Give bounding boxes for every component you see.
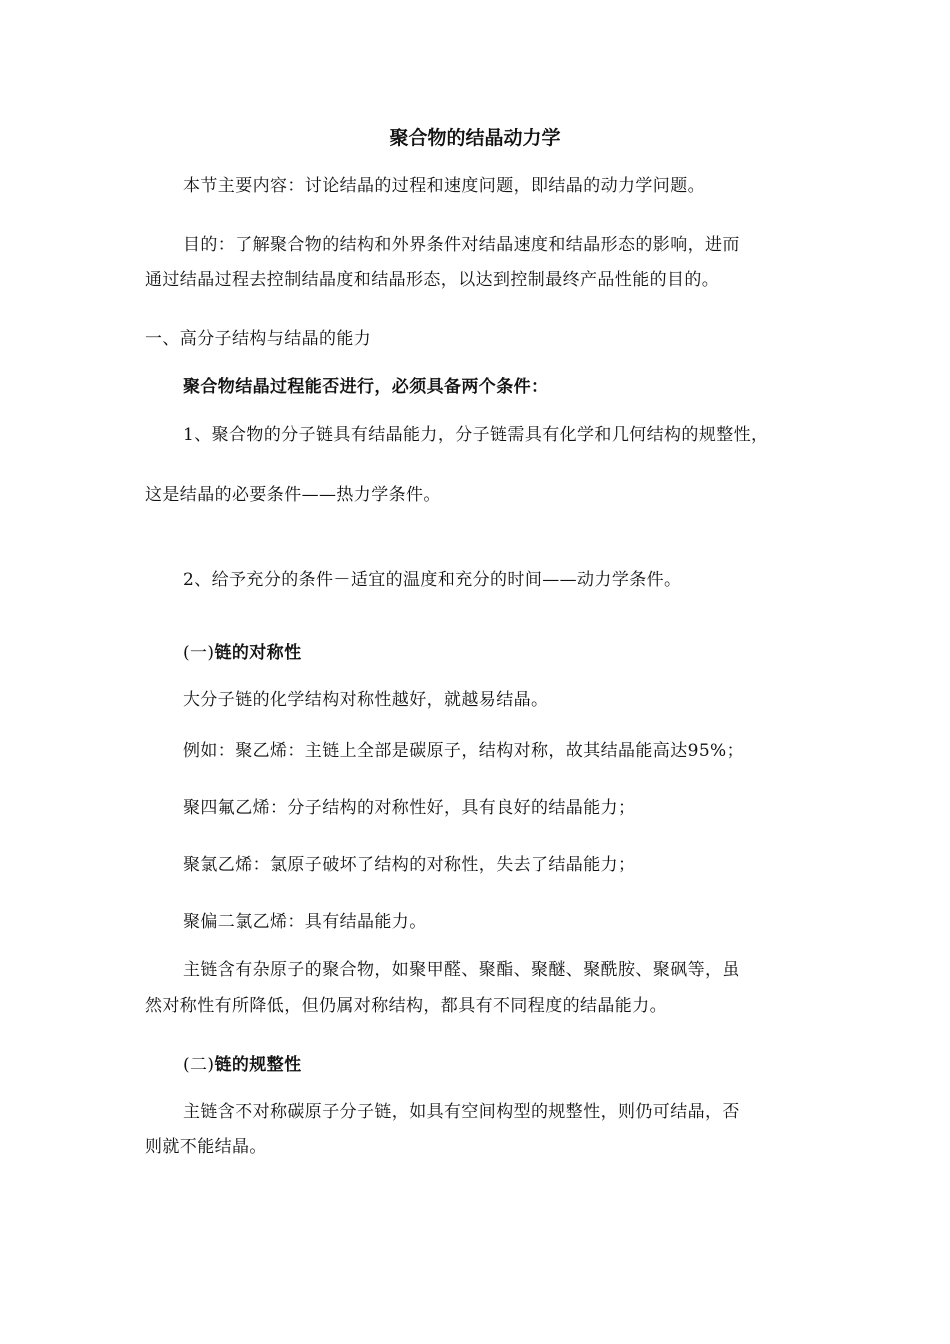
condition-1-line-1: 1、聚合物的分子链具有结晶能力，分子链需具有化学和几何结构的规整性， bbox=[183, 425, 769, 445]
document-title: 聚合物的结晶动力学 bbox=[389, 127, 561, 149]
example-polyethylene: 例如：聚乙烯：主链上全部是碳原子，结构对称，故其结晶能高达95%； bbox=[183, 741, 744, 761]
heteroatom-line-1: 主链含有杂原子的聚合物，如聚甲醛、聚酯、聚醚、聚酰胺、聚砜等，虽 bbox=[183, 960, 740, 980]
subsection-1-prefix: (一) bbox=[183, 643, 215, 663]
heteroatom-line-2: 然对称性有所降低，但仍属对称结构，都具有不同程度的结晶能力。 bbox=[145, 996, 667, 1016]
subsection-1-label: 链的对称性 bbox=[214, 643, 302, 663]
purpose-line-2: 通过结晶过程去控制结晶度和结晶形态，以达到控制最终产品性能的目的。 bbox=[145, 270, 720, 290]
example-pvdc: 聚偏二氯乙烯：具有结晶能力。 bbox=[183, 912, 427, 932]
example-ptfe: 聚四氟乙烯：分子结构的对称性好，具有良好的结晶能力； bbox=[183, 798, 636, 818]
condition-1-line-2: 这是结晶的必要条件——热力学条件。 bbox=[145, 485, 441, 505]
subsection-2-heading bbox=[183, 1054, 301, 1076]
conditions-heading: 聚合物结晶过程能否进行，必须具备两个条件： bbox=[183, 377, 549, 397]
intro-paragraph: 本节主要内容：讨论结晶的过程和速度问题，即结晶的动力学问题。 bbox=[183, 176, 705, 196]
subsection-1-heading bbox=[183, 642, 301, 664]
regularity-line-1: 主链含不对称碳原子分子链，如具有空间构型的规整性，则仍可结晶，否 bbox=[183, 1102, 740, 1122]
purpose-line-1: 目的：了解聚合物的结构和外界条件对结晶速度和结晶形态的影响，进而 bbox=[183, 235, 740, 255]
subsection-2-label: 链的规整性 bbox=[214, 1055, 302, 1075]
condition-2: 2、给予充分的条件－适宜的温度和充分的时间——动力学条件。 bbox=[183, 570, 682, 590]
regularity-line-2: 则就不能结晶。 bbox=[145, 1137, 267, 1157]
example-pvc: 聚氯乙烯：氯原子破坏了结构的对称性，失去了结晶能力； bbox=[183, 855, 636, 875]
subsection-2-prefix: (二) bbox=[183, 1055, 215, 1075]
symmetry-paragraph: 大分子链的化学结构对称性越好，就越易结晶。 bbox=[183, 690, 549, 710]
section-heading: 一、高分子结构与结晶的能力 bbox=[145, 329, 372, 349]
